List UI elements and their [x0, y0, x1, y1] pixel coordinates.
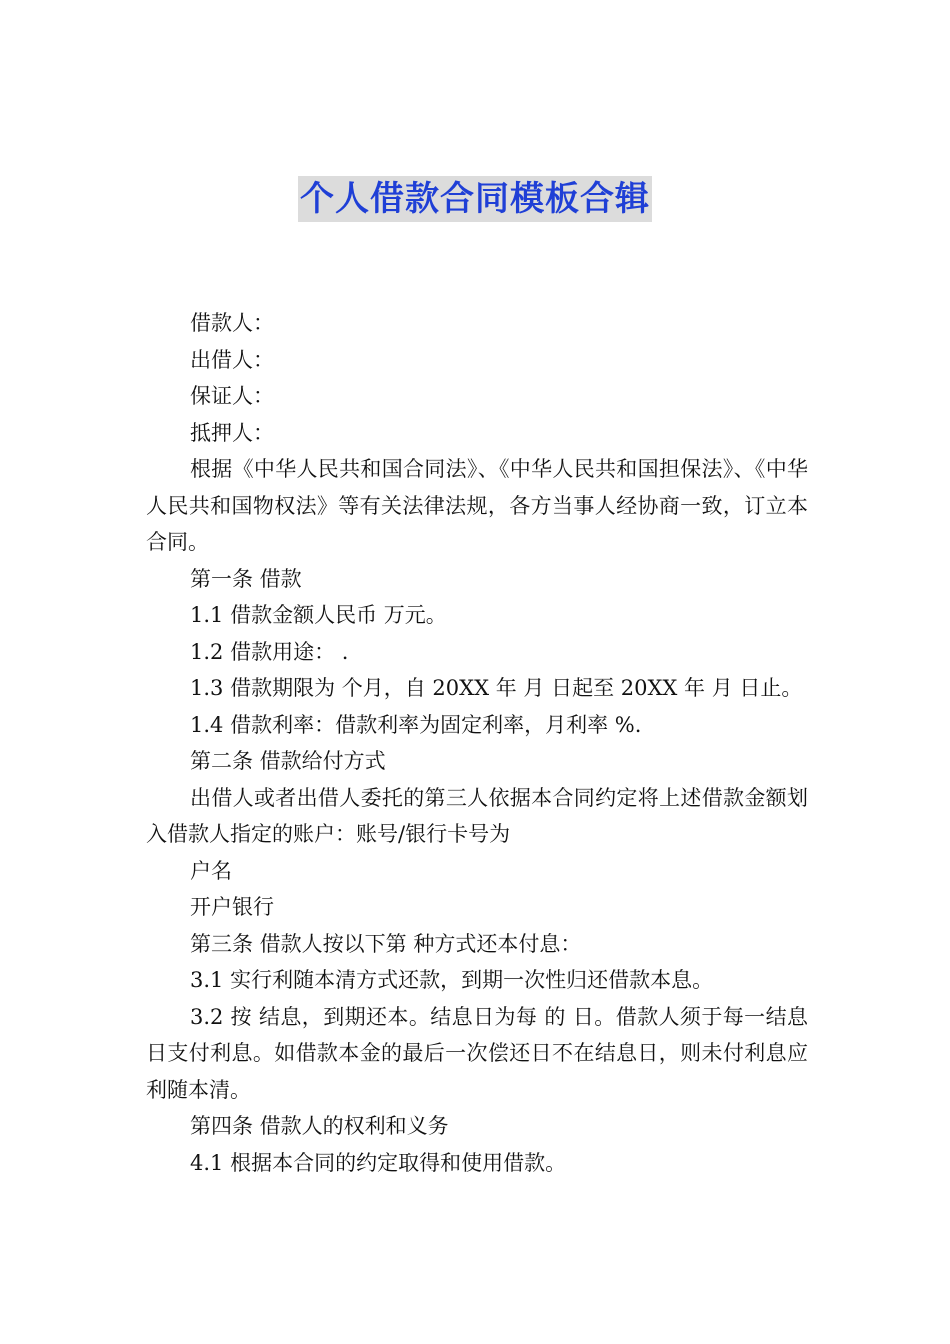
clause-3-1: 3.1 实行利随本清方式还款，到期一次性归还借款本息。 [190, 968, 714, 992]
paragraph-lender: 出借人： [190, 347, 274, 372]
paragraph-guarantor: 保证人： [190, 384, 274, 408]
article-1-heading: 第一条 借款 [190, 566, 302, 591]
article-4-heading: 第四条 借款人的权利和义务 [190, 1114, 449, 1138]
clause-1-1: 1.1 借款金额人民币 万元。 [190, 603, 447, 627]
clause-1-2: 1.2 借款用途： . [190, 639, 349, 664]
clause-4-1: 4.1 根据本合同的约定取得和使用借款。 [190, 1150, 567, 1175]
article-2-heading: 第二条 借款给付方式 [190, 749, 386, 773]
paragraph-payment-method: 出借人或者出借人委托的第三人依据本合同约定将上述借款金额划入借款人指定的账户：账号/银行卡号为 [146, 785, 808, 846]
paragraph-legal-basis: 根据《中华人民共和国合同法》、《中华人民共和国担保法》、《中华人民共和国物权法》等有关法律法规，各方当事人经协商一致，订立本合同。 [146, 457, 808, 554]
clause-1-4: 1.4 借款利率：借款利率为固定利率，月利率 %. [190, 712, 642, 737]
document-title: 个人借款合同模板合辑 [298, 176, 652, 222]
paragraph-mortgagor: 抵押人： [190, 420, 274, 445]
paragraph-bank: 开户银行 [190, 895, 274, 919]
clause-3-2: 3.2 按 结息，到期还本。结息日为每 的 日。借款人须于每一结息日支付利息。如借款本金的最后一次偿还日不在结息日，则未付利息应利随本清。 [146, 1004, 808, 1102]
title-container [0, 176, 950, 222]
article-3-heading: 第三条 借款人按以下第 种方式还本付息： [190, 931, 582, 956]
paragraph-account-name: 户名 [190, 858, 232, 883]
clause-1-3: 1.3 借款期限为 个月，自 20XX 年 月 日起至 20XX 年 月 日止。 [190, 676, 803, 700]
paragraph-borrower: 借款人： [190, 311, 274, 335]
document-body [146, 305, 808, 1181]
